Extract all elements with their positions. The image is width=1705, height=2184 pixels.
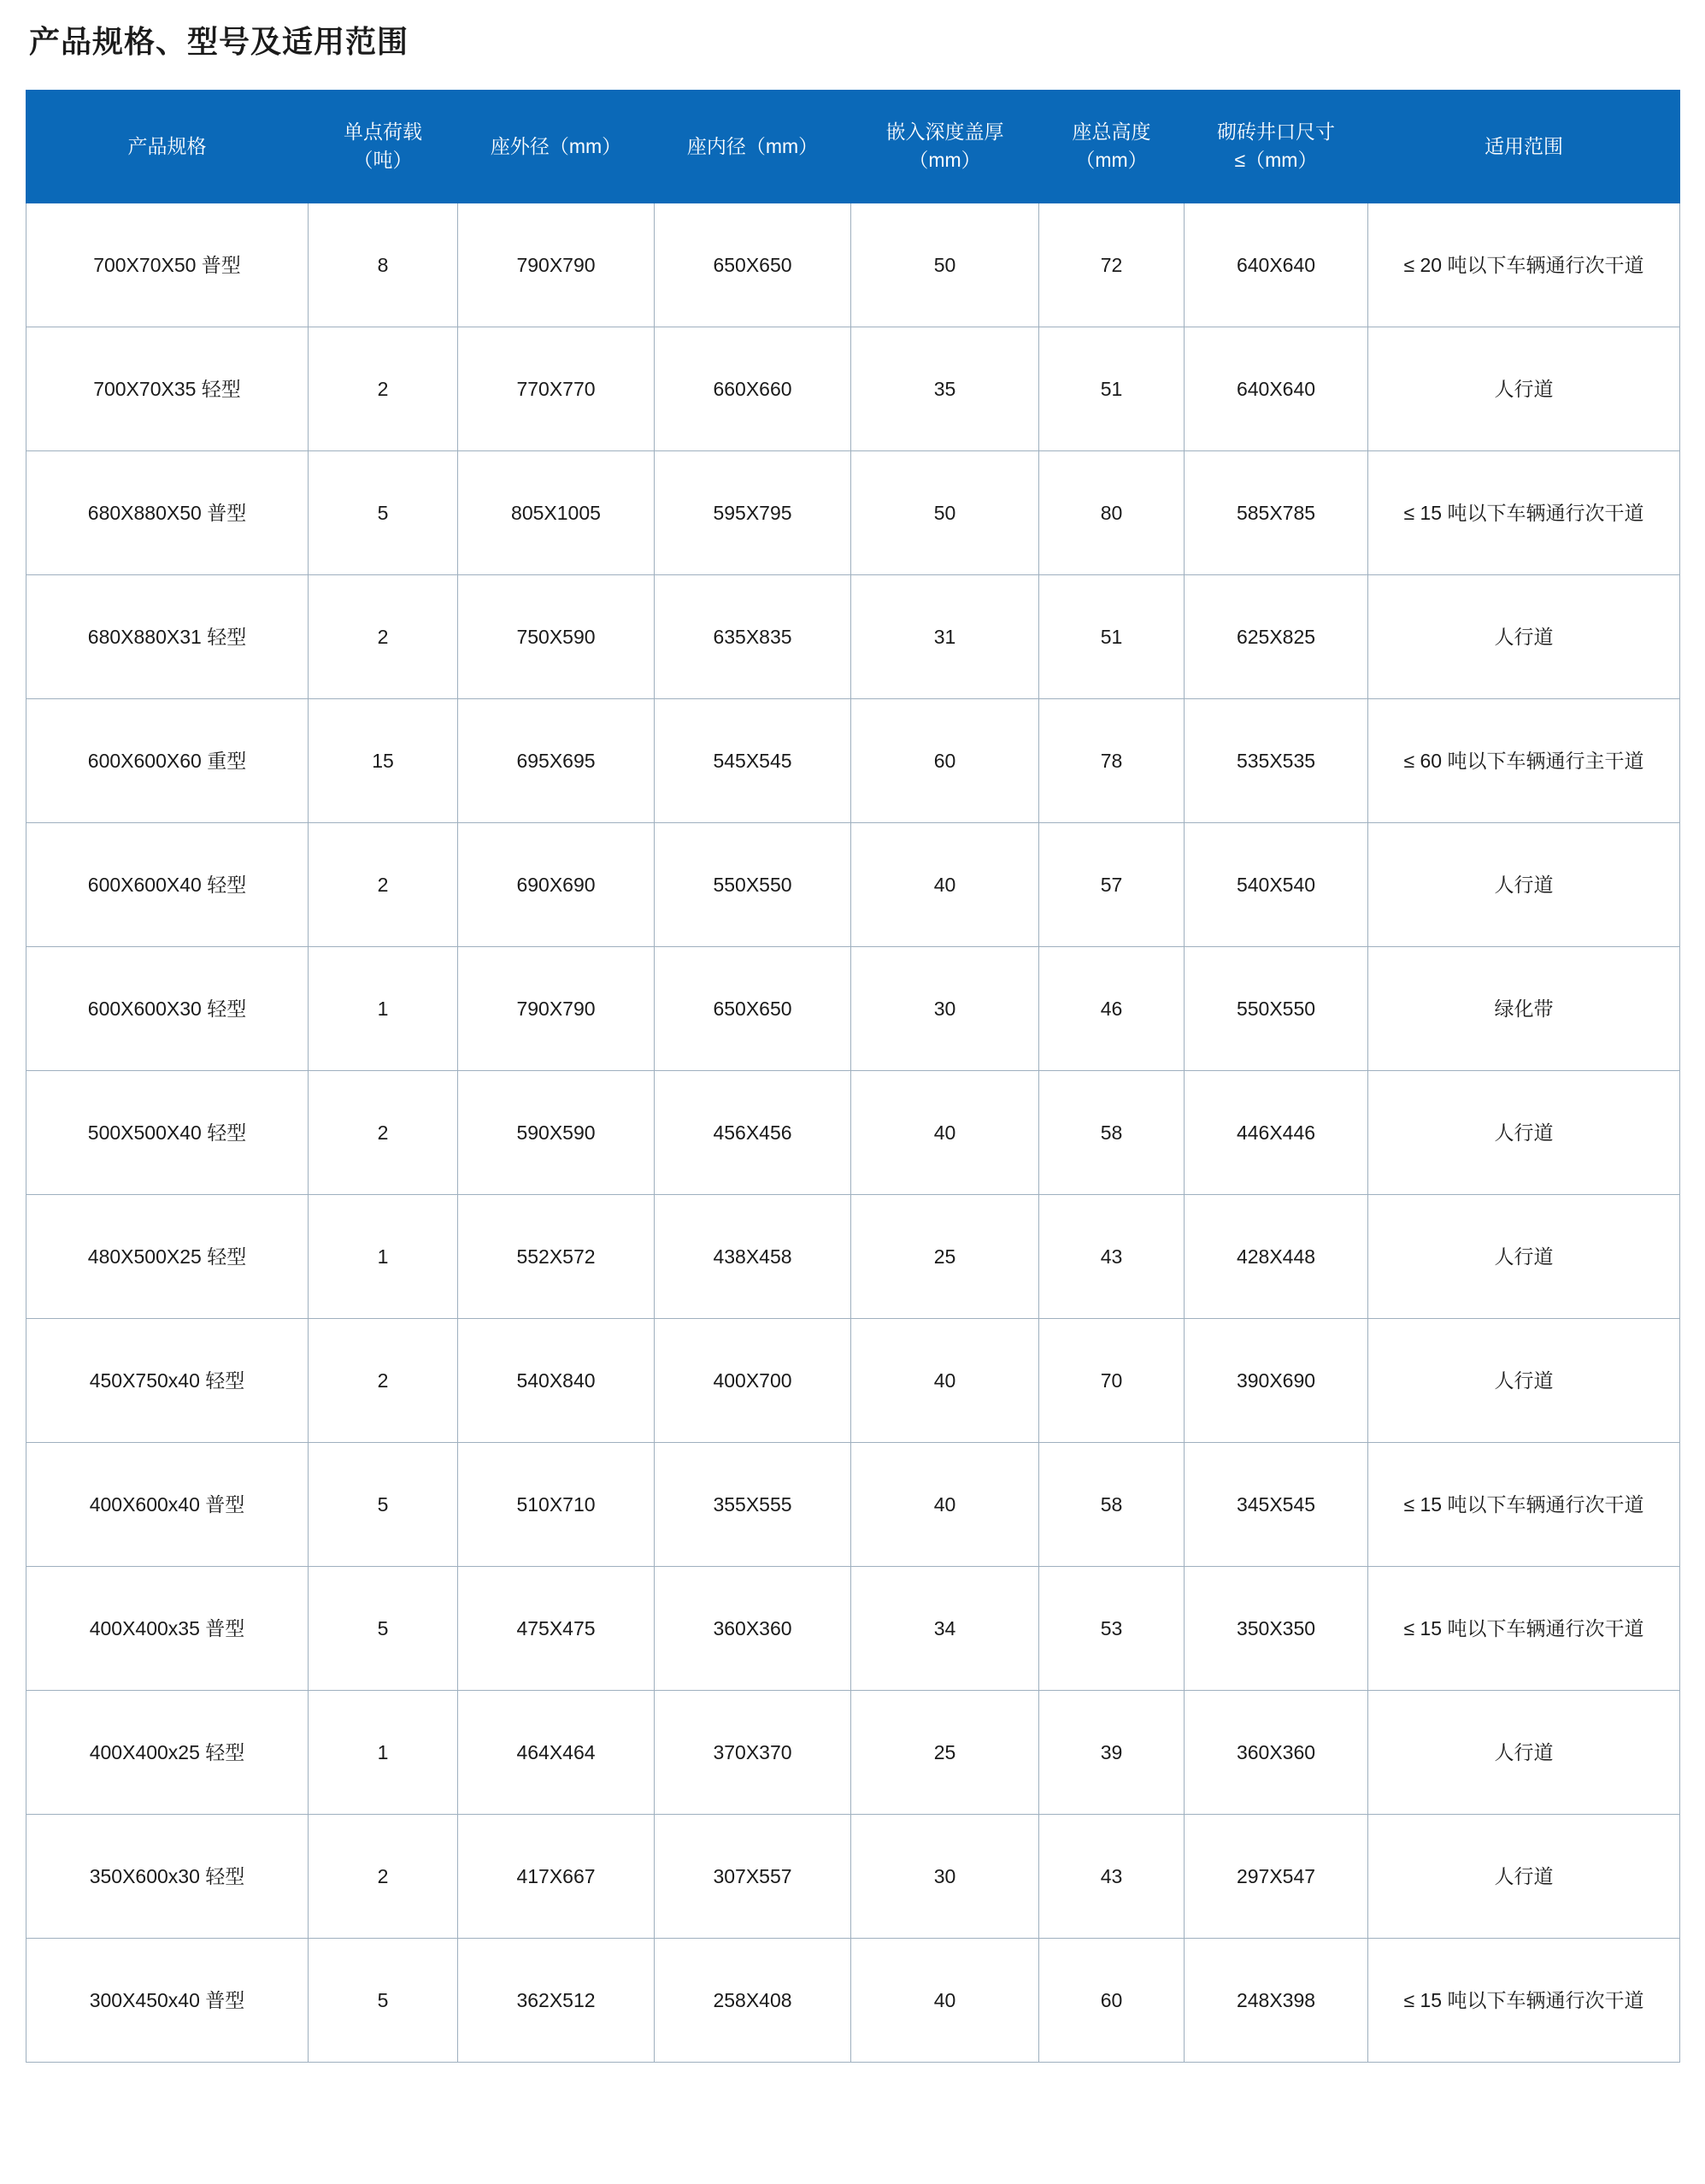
- cell-seat-outer-diameter: 790X790: [458, 946, 655, 1070]
- cell-brick-well-opening-size: 540X540: [1185, 822, 1368, 946]
- cell-seat-inner-diameter: 660X660: [655, 327, 851, 450]
- cell-brick-well-opening-size: 428X448: [1185, 1194, 1368, 1318]
- table-row: [26, 1814, 1680, 1938]
- column-header-line: 产品规格: [127, 134, 207, 157]
- cell-brick-well-opening-size: 446X446: [1185, 1070, 1368, 1194]
- column-header-seat-outer-diameter: [458, 90, 655, 203]
- cell-seat-inner-diameter: 258X408: [655, 1938, 851, 2062]
- cell-application-scope: ≤ 15 吨以下车辆通行次干道: [1368, 1442, 1680, 1566]
- column-header-seat-inner-diameter: [655, 90, 851, 203]
- cell-point-load: 15: [309, 698, 458, 822]
- cell-application-scope: 人行道: [1368, 574, 1680, 698]
- cell-brick-well-opening-size: 350X350: [1185, 1566, 1368, 1690]
- cell-embed-depth: 40: [851, 1938, 1039, 2062]
- column-header-seat-total-height: [1039, 90, 1185, 203]
- cell-brick-well-opening-size: 345X545: [1185, 1442, 1368, 1566]
- column-header-brick-well-opening-size: [1185, 90, 1368, 203]
- cell-embed-depth: 31: [851, 574, 1039, 698]
- cell-brick-well-opening-size: 297X547: [1185, 1814, 1368, 1938]
- cell-seat-total-height: 58: [1039, 1442, 1185, 1566]
- cell-application-scope: ≤ 15 吨以下车辆通行次干道: [1368, 450, 1680, 574]
- cell-seat-total-height: 46: [1039, 946, 1185, 1070]
- cell-application-scope: 人行道: [1368, 1318, 1680, 1442]
- cell-embed-depth: 25: [851, 1194, 1039, 1318]
- column-header-point-load: [309, 90, 458, 203]
- table-header-row: [26, 90, 1680, 203]
- table-row: [26, 450, 1680, 574]
- cell-embed-depth: 60: [851, 698, 1039, 822]
- cell-embed-depth: 34: [851, 1566, 1039, 1690]
- cell-embed-depth: 40: [851, 822, 1039, 946]
- cell-brick-well-opening-size: 248X398: [1185, 1938, 1368, 2062]
- cell-seat-inner-diameter: 355X555: [655, 1442, 851, 1566]
- cell-seat-outer-diameter: 464X464: [458, 1690, 655, 1814]
- cell-seat-outer-diameter: 475X475: [458, 1566, 655, 1690]
- cell-embed-depth: 35: [851, 327, 1039, 450]
- cell-point-load: 5: [309, 1938, 458, 2062]
- cell-embed-depth: 50: [851, 450, 1039, 574]
- cell-product-spec: 600X600X40 轻型: [26, 822, 309, 946]
- cell-brick-well-opening-size: 585X785: [1185, 450, 1368, 574]
- cell-application-scope: 人行道: [1368, 1814, 1680, 1938]
- column-header-line: 座总高度: [1072, 120, 1151, 143]
- column-header-line: 座内径（mm）: [686, 134, 819, 157]
- cell-product-spec: 680X880X50 普型: [26, 450, 309, 574]
- cell-point-load: 5: [309, 1442, 458, 1566]
- column-header-line: 嵌入深度盖厚: [885, 120, 1004, 143]
- cell-seat-inner-diameter: 650X650: [655, 946, 851, 1070]
- cell-seat-total-height: 51: [1039, 327, 1185, 450]
- cell-seat-total-height: 57: [1039, 822, 1185, 946]
- cell-product-spec: 300X450x40 普型: [26, 1938, 309, 2062]
- cell-application-scope: 人行道: [1368, 1194, 1680, 1318]
- table-header: [26, 90, 1680, 203]
- table-row: [26, 1070, 1680, 1194]
- cell-embed-depth: 30: [851, 946, 1039, 1070]
- table-row: [26, 946, 1680, 1070]
- table-row: [26, 203, 1680, 327]
- cell-brick-well-opening-size: 625X825: [1185, 574, 1368, 698]
- cell-seat-inner-diameter: 400X700: [655, 1318, 851, 1442]
- cell-application-scope: ≤ 15 吨以下车辆通行次干道: [1368, 1938, 1680, 2062]
- cell-embed-depth: 30: [851, 1814, 1039, 1938]
- column-header-line: 砌砖井口尺寸: [1217, 120, 1335, 143]
- cell-point-load: 2: [309, 327, 458, 450]
- table-body: [26, 203, 1680, 2062]
- cell-seat-outer-diameter: 590X590: [458, 1070, 655, 1194]
- column-header-line: 座外径（mm）: [490, 134, 622, 157]
- cell-application-scope: 人行道: [1368, 1070, 1680, 1194]
- cell-seat-total-height: 51: [1039, 574, 1185, 698]
- table-row: [26, 1566, 1680, 1690]
- cell-point-load: 8: [309, 203, 458, 327]
- cell-application-scope: ≤ 60 吨以下车辆通行主干道: [1368, 698, 1680, 822]
- cell-point-load: 1: [309, 946, 458, 1070]
- page-title: 产品规格、型号及适用范围: [29, 24, 409, 59]
- cell-seat-outer-diameter: 362X512: [458, 1938, 655, 2062]
- cell-seat-total-height: 43: [1039, 1194, 1185, 1318]
- cell-product-spec: 500X500X40 轻型: [26, 1070, 309, 1194]
- cell-point-load: 2: [309, 1318, 458, 1442]
- cell-seat-outer-diameter: 540X840: [458, 1318, 655, 1442]
- cell-seat-inner-diameter: 307X557: [655, 1814, 851, 1938]
- cell-brick-well-opening-size: 535X535: [1185, 698, 1368, 822]
- cell-product-spec: 700X70X35 轻型: [26, 327, 309, 450]
- cell-seat-total-height: 80: [1039, 450, 1185, 574]
- cell-product-spec: 400X600x40 普型: [26, 1442, 309, 1566]
- cell-seat-outer-diameter: 690X690: [458, 822, 655, 946]
- cell-seat-outer-diameter: 790X790: [458, 203, 655, 327]
- column-header-line: （mm）: [1075, 149, 1148, 172]
- cell-application-scope: 人行道: [1368, 327, 1680, 450]
- cell-product-spec: 700X70X50 普型: [26, 203, 309, 327]
- column-header-embed-depth-cover-thickness: [851, 90, 1039, 203]
- column-header-line: 单点荷载: [344, 120, 422, 143]
- cell-product-spec: 400X400x35 普型: [26, 1566, 309, 1690]
- cell-seat-total-height: 43: [1039, 1814, 1185, 1938]
- cell-seat-total-height: 53: [1039, 1566, 1185, 1690]
- cell-point-load: 5: [309, 1566, 458, 1690]
- table-row: [26, 1194, 1680, 1318]
- cell-seat-outer-diameter: 510X710: [458, 1442, 655, 1566]
- cell-seat-total-height: 60: [1039, 1938, 1185, 2062]
- cell-brick-well-opening-size: 550X550: [1185, 946, 1368, 1070]
- column-header-product-spec: [26, 90, 309, 203]
- cell-brick-well-opening-size: 640X640: [1185, 203, 1368, 327]
- cell-product-spec: 400X400x25 轻型: [26, 1690, 309, 1814]
- cell-seat-inner-diameter: 550X550: [655, 822, 851, 946]
- table-row: [26, 1938, 1680, 2062]
- cell-seat-outer-diameter: 805X1005: [458, 450, 655, 574]
- cell-brick-well-opening-size: 640X640: [1185, 327, 1368, 450]
- cell-seat-inner-diameter: 595X795: [655, 450, 851, 574]
- column-header-line: （吨）: [353, 149, 413, 172]
- cell-seat-outer-diameter: 552X572: [458, 1194, 655, 1318]
- cell-seat-inner-diameter: 635X835: [655, 574, 851, 698]
- cell-product-spec: 350X600x30 轻型: [26, 1814, 309, 1938]
- cell-point-load: 2: [309, 574, 458, 698]
- table-row: [26, 1690, 1680, 1814]
- table-row: [26, 574, 1680, 698]
- cell-seat-total-height: 70: [1039, 1318, 1185, 1442]
- cell-embed-depth: 40: [851, 1070, 1039, 1194]
- cell-product-spec: 680X880X31 轻型: [26, 574, 309, 698]
- cell-seat-inner-diameter: 370X370: [655, 1690, 851, 1814]
- column-header-line: 适用范围: [1485, 134, 1563, 157]
- product-spec-table: [26, 90, 1680, 2063]
- cell-seat-outer-diameter: 695X695: [458, 698, 655, 822]
- cell-point-load: 5: [309, 450, 458, 574]
- cell-embed-depth: 40: [851, 1318, 1039, 1442]
- column-header-line: （mm）: [908, 149, 981, 172]
- cell-brick-well-opening-size: 360X360: [1185, 1690, 1368, 1814]
- cell-brick-well-opening-size: 390X690: [1185, 1318, 1368, 1442]
- cell-seat-total-height: 58: [1039, 1070, 1185, 1194]
- cell-product-spec: 480X500X25 轻型: [26, 1194, 309, 1318]
- cell-embed-depth: 40: [851, 1442, 1039, 1566]
- cell-seat-inner-diameter: 456X456: [655, 1070, 851, 1194]
- cell-point-load: 2: [309, 822, 458, 946]
- cell-seat-inner-diameter: 545X545: [655, 698, 851, 822]
- table-row: [26, 1318, 1680, 1442]
- cell-seat-inner-diameter: 360X360: [655, 1566, 851, 1690]
- cell-seat-outer-diameter: 417X667: [458, 1814, 655, 1938]
- cell-embed-depth: 50: [851, 203, 1039, 327]
- cell-application-scope: ≤ 15 吨以下车辆通行次干道: [1368, 1566, 1680, 1690]
- cell-point-load: 1: [309, 1194, 458, 1318]
- cell-seat-total-height: 39: [1039, 1690, 1185, 1814]
- cell-seat-inner-diameter: 650X650: [655, 203, 851, 327]
- table-row: [26, 822, 1680, 946]
- cell-embed-depth: 25: [851, 1690, 1039, 1814]
- cell-seat-outer-diameter: 770X770: [458, 327, 655, 450]
- cell-product-spec: 600X600X30 轻型: [26, 946, 309, 1070]
- column-header-line: ≤（mm）: [1234, 149, 1318, 172]
- cell-seat-outer-diameter: 750X590: [458, 574, 655, 698]
- cell-application-scope: ≤ 20 吨以下车辆通行次干道: [1368, 203, 1680, 327]
- cell-seat-total-height: 72: [1039, 203, 1185, 327]
- cell-application-scope: 绿化带: [1368, 946, 1680, 1070]
- cell-application-scope: 人行道: [1368, 822, 1680, 946]
- table-row: [26, 327, 1680, 450]
- cell-point-load: 2: [309, 1070, 458, 1194]
- cell-product-spec: 450X750x40 轻型: [26, 1318, 309, 1442]
- column-header-application-scope: [1368, 90, 1680, 203]
- table-row: [26, 698, 1680, 822]
- cell-product-spec: 600X600X60 重型: [26, 698, 309, 822]
- cell-seat-total-height: 78: [1039, 698, 1185, 822]
- cell-seat-inner-diameter: 438X458: [655, 1194, 851, 1318]
- table-row: [26, 1442, 1680, 1566]
- cell-point-load: 1: [309, 1690, 458, 1814]
- cell-point-load: 2: [309, 1814, 458, 1938]
- cell-application-scope: 人行道: [1368, 1690, 1680, 1814]
